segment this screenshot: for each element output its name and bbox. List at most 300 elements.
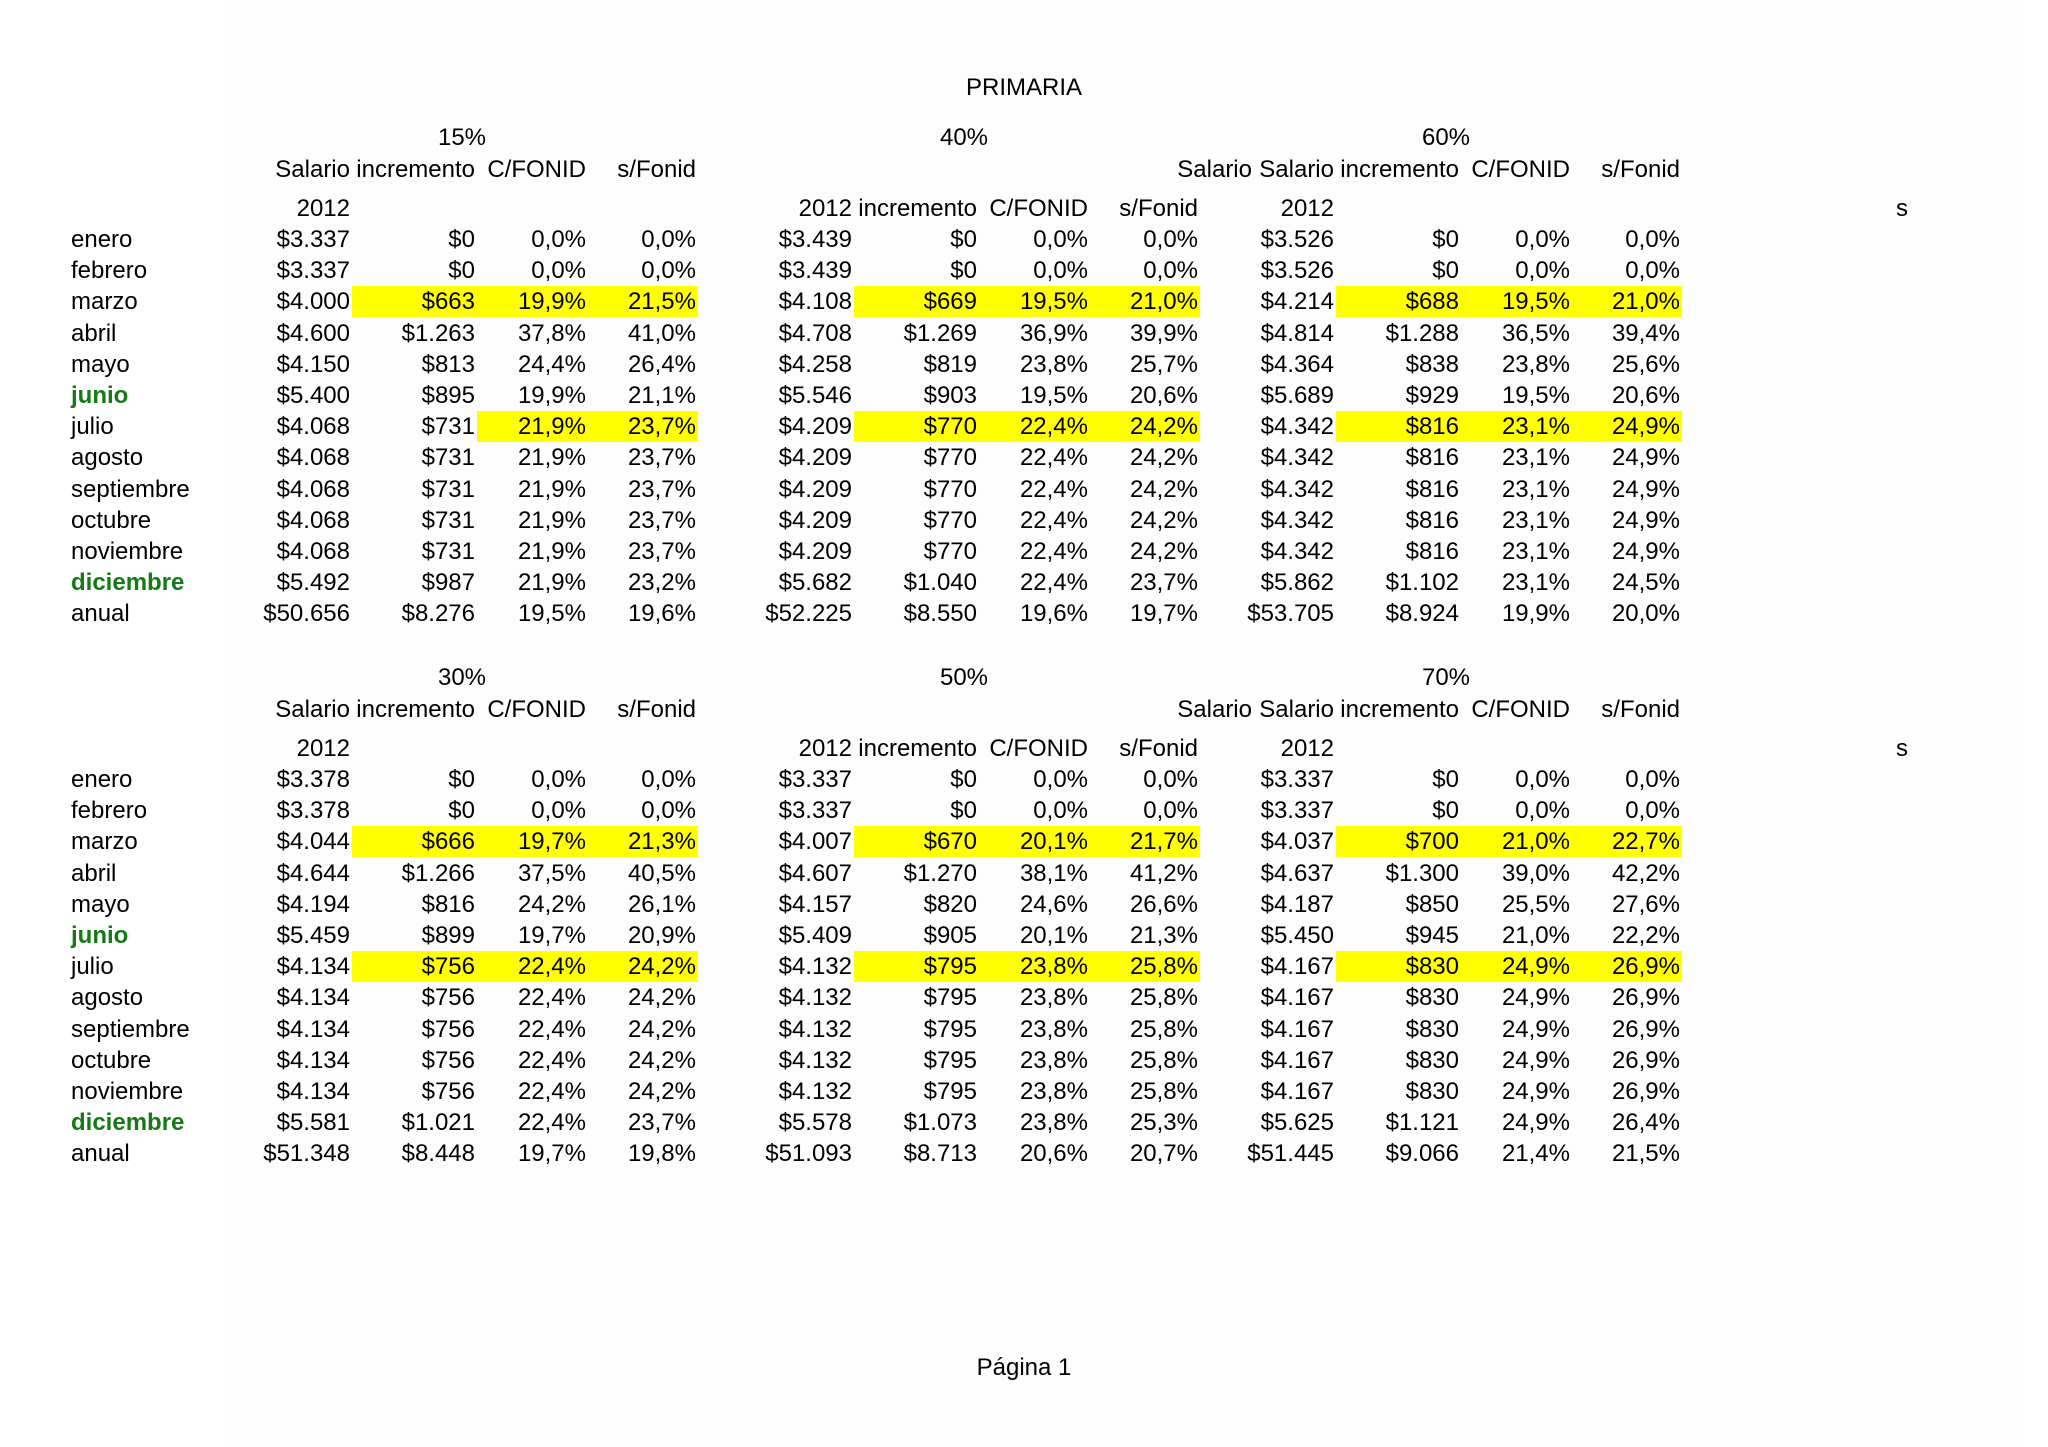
cell-sfonid: 26,9% <box>1572 951 1682 982</box>
cell-incremento: $731 <box>421 506 475 534</box>
cell-sfonid: 26,6% <box>1129 890 1198 918</box>
cell-salario: $5.546 <box>778 382 852 409</box>
header-sfonid: s/Fonid <box>1601 156 1680 183</box>
cell-cfonid: 36,5% <box>1501 319 1570 347</box>
cell-salario: $3.526 <box>1260 226 1334 253</box>
cell-cfonid: 36,9% <box>1019 319 1088 347</box>
month-label: noviembre <box>71 1078 184 1105</box>
cell-cfonid: 0,0% <box>1033 257 1088 285</box>
cell-salario: $5.409 <box>778 922 852 949</box>
cell-sfonid: 19,7% <box>1129 600 1198 628</box>
cell-salario: $4.342 <box>1260 475 1334 503</box>
cell-cfonid: 22,4% <box>477 951 588 982</box>
cell-incremento: $1.021 <box>401 1109 475 1137</box>
month-label: marzo <box>71 288 138 316</box>
cell-cfonid: 24,9% <box>1501 984 1570 1012</box>
cell-incremento: $756 <box>421 1046 475 1074</box>
month-label: enero <box>71 226 133 253</box>
cell-cfonid: 19,6% <box>1019 600 1088 628</box>
cell-cfonid: 21,0% <box>1461 826 1572 857</box>
cell-salario: $5.581 <box>276 1109 350 1137</box>
cell-sfonid: 20,6% <box>1129 382 1198 409</box>
header-incremento: incremento <box>1340 696 1459 723</box>
cell-salario: $4.209 <box>778 538 852 565</box>
header-sfonid: s/Fonid <box>617 696 696 723</box>
cell-sfonid: 25,6% <box>1611 350 1680 378</box>
cell-salario: $3.337 <box>778 766 852 793</box>
cell-sfonid: 26,4% <box>627 350 696 378</box>
cell-cfonid: 21,4% <box>1501 1140 1570 1168</box>
month-label: diciembre <box>71 569 185 597</box>
cell-cfonid: 22,4% <box>1019 506 1088 534</box>
cell-incremento: $0 <box>950 797 977 825</box>
cell-incremento: $770 <box>923 506 977 534</box>
cell-salario: $4.167 <box>1260 953 1334 981</box>
cell-cfonid: 21,9% <box>517 475 586 503</box>
cell-salario: $3.378 <box>276 766 350 793</box>
month-label: enero <box>71 766 133 793</box>
cell-sfonid: 24,9% <box>1572 411 1682 442</box>
month-label: noviembre <box>71 538 184 565</box>
cell-sfonid: 0,0% <box>1143 797 1198 825</box>
cell-salario: $4.167 <box>1260 984 1334 1012</box>
cell-cfonid: 21,9% <box>517 506 586 534</box>
cell-incremento: $1.288 <box>1385 319 1459 347</box>
cell-salario: $3.526 <box>1260 257 1334 285</box>
cell-sfonid: 39,4% <box>1611 319 1680 347</box>
cell-incremento: $9.066 <box>1385 1140 1459 1168</box>
cell-incremento: $820 <box>923 890 977 918</box>
cell-salario: $53.705 <box>1247 600 1334 628</box>
header-salario: Salario <box>275 696 350 723</box>
header-cfonid: C/FONID <box>989 735 1088 762</box>
cell-incremento: $0 <box>448 226 475 253</box>
cell-cfonid: 19,5% <box>1501 382 1570 409</box>
cell-sfonid: 20,7% <box>1129 1140 1198 1168</box>
cell-cfonid: 38,1% <box>1019 859 1088 887</box>
cell-salario: $4.134 <box>276 1015 350 1043</box>
cell-cfonid: 0,0% <box>1515 257 1570 285</box>
cell-salario: $4.167 <box>1260 1046 1334 1074</box>
month-label: febrero <box>71 257 148 285</box>
cell-cfonid: 21,9% <box>517 444 586 472</box>
cell-sfonid: 0,0% <box>641 797 696 825</box>
cell-cfonid: 24,9% <box>1501 1015 1570 1043</box>
cell-salario: $4.167 <box>1260 1078 1334 1105</box>
cell-sfonid: 23,7% <box>627 538 696 565</box>
cell-salario: $4.342 <box>1260 506 1334 534</box>
cell-salario: $5.459 <box>276 922 350 949</box>
cell-cfonid: 22,4% <box>517 984 586 1012</box>
header-cfonid: C/FONID <box>487 156 586 183</box>
cell-incremento: $816 <box>1405 506 1459 534</box>
header-salario: Salario <box>1177 696 1252 723</box>
cell-cfonid: 21,9% <box>477 411 588 442</box>
cell-incremento: $731 <box>421 475 475 503</box>
cell-sfonid: 24,2% <box>588 951 698 982</box>
month-label: septiembre <box>71 1015 190 1043</box>
cell-incremento: $816 <box>1405 475 1459 503</box>
month-label: febrero <box>71 797 148 825</box>
cell-salario: $4.068 <box>276 444 350 472</box>
cell-cfonid: 20,1% <box>979 826 1090 857</box>
month-label: octubre <box>71 506 152 534</box>
cell-sfonid: 24,9% <box>1611 538 1680 565</box>
cell-incremento: $0 <box>448 766 475 793</box>
cell-salario: $4.209 <box>778 475 852 503</box>
month-label: agosto <box>71 984 144 1012</box>
cell-sfonid: 25,8% <box>1129 984 1198 1012</box>
cell-incremento: $1.269 <box>903 319 977 347</box>
cell-cfonid: 19,7% <box>517 1140 586 1168</box>
month-label: anual <box>71 600 130 628</box>
header-incremento: incremento <box>858 735 977 762</box>
cell-cfonid: 0,0% <box>531 797 586 825</box>
cell-salario: $4.342 <box>1260 538 1334 565</box>
cell-incremento: $816 <box>421 890 475 918</box>
month-label: diciembre <box>71 1109 185 1137</box>
header-year: 2012 <box>1280 195 1334 222</box>
header-year: 2012 <box>296 195 350 222</box>
month-label: anual <box>71 1140 130 1168</box>
page-footer: Página 1 <box>976 1354 1072 1381</box>
cell-cfonid: 22,4% <box>979 411 1090 442</box>
month-label: julio <box>71 413 114 441</box>
cell-incremento: $830 <box>1405 1046 1459 1074</box>
cell-incremento: $830 <box>1405 1015 1459 1043</box>
cell-cfonid: 19,5% <box>979 286 1090 317</box>
cell-sfonid: 0,0% <box>641 226 696 253</box>
cell-cfonid: 19,5% <box>1019 382 1088 409</box>
month-label: agosto <box>71 444 144 472</box>
cell-salario: $4.134 <box>276 1078 350 1105</box>
cell-cfonid: 23,1% <box>1501 444 1570 472</box>
month-label: marzo <box>71 828 138 856</box>
cell-salario: $4.157 <box>778 890 852 918</box>
cell-cfonid: 21,9% <box>517 569 586 597</box>
cell-sfonid: 24,5% <box>1611 569 1680 597</box>
cell-sfonid: 22,2% <box>1611 922 1680 949</box>
cell-sfonid: 26,1% <box>627 890 696 918</box>
block-percentage: 70% <box>1421 664 1471 691</box>
cell-cfonid: 19,7% <box>477 826 588 857</box>
cell-sfonid: 0,0% <box>641 257 696 285</box>
month-label: octubre <box>71 1046 152 1074</box>
cell-salario: $52.225 <box>765 600 852 628</box>
cell-sfonid: 26,9% <box>1611 1046 1680 1074</box>
header-incremento: incremento <box>356 156 475 183</box>
cell-incremento: $895 <box>421 382 475 409</box>
cell-incremento: $795 <box>854 951 979 982</box>
cell-salario: $5.450 <box>1260 922 1334 949</box>
cell-incremento: $0 <box>1432 257 1459 285</box>
cell-sfonid: 20,6% <box>1611 382 1680 409</box>
header-sfonid: s/Fonid <box>1119 735 1198 762</box>
cell-sfonid: 23,7% <box>627 444 696 472</box>
header-incremento: incremento <box>858 195 977 222</box>
cell-sfonid: 23,7% <box>588 411 698 442</box>
cell-sfonid: 22,7% <box>1572 826 1682 857</box>
cell-sfonid: 40,5% <box>627 859 696 887</box>
header-cfonid: C/FONID <box>1471 696 1570 723</box>
cell-incremento: $756 <box>421 1078 475 1105</box>
cell-incremento: $850 <box>1405 890 1459 918</box>
block-percentage: 60% <box>1421 124 1471 151</box>
cell-salario: $4.637 <box>1260 859 1334 887</box>
cell-incremento: $756 <box>421 984 475 1012</box>
cell-sfonid: 0,0% <box>1143 766 1198 793</box>
cell-salario: $4.134 <box>276 984 350 1012</box>
cell-sfonid: 0,0% <box>1625 766 1680 793</box>
block-percentage: 40% <box>939 124 989 151</box>
cell-incremento: $669 <box>854 286 979 317</box>
cell-sfonid: 25,8% <box>1090 951 1200 982</box>
cell-salario: $4.150 <box>276 350 350 378</box>
cell-cfonid: 23,1% <box>1501 475 1570 503</box>
cell-incremento: $816 <box>1405 444 1459 472</box>
cell-cfonid: 0,0% <box>1033 797 1088 825</box>
cell-incremento: $731 <box>421 538 475 565</box>
cell-incremento: $899 <box>421 922 475 949</box>
cell-incremento: $8.276 <box>401 600 475 628</box>
cell-incremento: $795 <box>923 1078 977 1105</box>
cell-sfonid: 23,2% <box>627 569 696 597</box>
cell-cfonid: 23,1% <box>1501 506 1570 534</box>
cell-cfonid: 24,9% <box>1501 1078 1570 1105</box>
cell-incremento: $8.550 <box>903 600 977 628</box>
header-year: 2012 <box>296 735 350 762</box>
cell-cfonid: 19,9% <box>1501 600 1570 628</box>
cell-salario: $4.644 <box>276 859 350 887</box>
header-sfonid: s/Fonid <box>1119 195 1198 222</box>
cell-sfonid: 0,0% <box>1625 257 1680 285</box>
header-cfonid: C/FONID <box>487 696 586 723</box>
cell-salario: $51.445 <box>1247 1140 1334 1168</box>
cell-cfonid: 23,1% <box>1461 411 1572 442</box>
cell-sfonid: 26,9% <box>1611 984 1680 1012</box>
cell-salario: $5.689 <box>1260 382 1334 409</box>
cell-cfonid: 23,1% <box>1501 569 1570 597</box>
cell-incremento: $8.924 <box>1385 600 1459 628</box>
cell-salario: $5.400 <box>276 382 350 409</box>
cell-sfonid: 24,9% <box>1611 475 1680 503</box>
cell-cfonid: 24,2% <box>517 890 586 918</box>
cell-incremento: $903 <box>923 382 977 409</box>
cell-sfonid: 41,2% <box>1129 859 1198 887</box>
cell-sfonid: 39,9% <box>1129 319 1198 347</box>
cell-cfonid: 39,0% <box>1501 859 1570 887</box>
month-label: septiembre <box>71 475 190 503</box>
cell-sfonid: 21,1% <box>627 382 696 409</box>
cell-salario: $3.337 <box>778 797 852 825</box>
cell-cfonid: 21,0% <box>1501 922 1570 949</box>
cell-cfonid: 22,4% <box>517 1109 586 1137</box>
cell-cfonid: 0,0% <box>1515 766 1570 793</box>
cell-sfonid: 0,0% <box>1143 257 1198 285</box>
cell-cfonid: 23,8% <box>1019 984 1088 1012</box>
cell-incremento: $663 <box>352 286 477 317</box>
cell-incremento: $0 <box>950 766 977 793</box>
cell-incremento: $731 <box>421 413 475 441</box>
cell-cfonid: 24,4% <box>517 350 586 378</box>
cell-incremento: $795 <box>923 1046 977 1074</box>
cell-salario: $4.814 <box>1260 319 1334 347</box>
cell-salario: $3.439 <box>778 226 852 253</box>
cell-salario: $4.209 <box>778 413 852 441</box>
cell-cfonid: 25,5% <box>1501 890 1570 918</box>
cell-sfonid: 20,9% <box>627 922 696 949</box>
cell-salario: $4.037 <box>1260 828 1334 856</box>
cell-sfonid: 25,3% <box>1129 1109 1198 1137</box>
cell-incremento: $905 <box>923 922 977 949</box>
header-sfonid: s/Fonid <box>617 156 696 183</box>
cell-incremento: $816 <box>1336 411 1461 442</box>
cell-incremento: $1.121 <box>1385 1109 1459 1137</box>
cell-sfonid: 25,8% <box>1129 1046 1198 1074</box>
cell-cfonid: 22,4% <box>517 1078 586 1105</box>
cell-sfonid: 42,2% <box>1611 859 1680 887</box>
cell-salario: $4.068 <box>276 475 350 503</box>
cell-sfonid: 19,6% <box>627 600 696 628</box>
cell-cfonid: 0,0% <box>1033 766 1088 793</box>
cell-sfonid: 24,2% <box>1090 411 1200 442</box>
cell-salario: $4.007 <box>778 828 852 856</box>
cell-sfonid: 24,2% <box>1129 444 1198 472</box>
cell-sfonid: 21,0% <box>1090 286 1200 317</box>
cell-salario: $4.132 <box>778 1078 852 1105</box>
cell-incremento: $688 <box>1336 286 1461 317</box>
cell-incremento: $945 <box>1405 922 1459 949</box>
header-incremento: incremento <box>356 696 475 723</box>
cell-sfonid: 21,5% <box>1611 1140 1680 1168</box>
month-label: mayo <box>71 890 130 918</box>
cell-incremento: $0 <box>448 797 475 825</box>
cell-cfonid: 24,9% <box>1461 951 1572 982</box>
cell-cfonid: 19,5% <box>1461 286 1572 317</box>
cell-sfonid: 27,6% <box>1611 890 1680 918</box>
cell-incremento: $756 <box>352 951 477 982</box>
cell-salario: $4.068 <box>276 506 350 534</box>
cell-sfonid: 23,7% <box>627 475 696 503</box>
cell-incremento: $795 <box>923 984 977 1012</box>
cell-salario: $4.132 <box>778 1046 852 1074</box>
cell-sfonid: 24,2% <box>1129 506 1198 534</box>
cell-cfonid: 20,1% <box>1019 922 1088 949</box>
cell-sfonid: 21,3% <box>1129 922 1198 949</box>
cell-salario: $3.337 <box>276 226 350 253</box>
month-label: abril <box>71 859 117 887</box>
cell-salario: $5.625 <box>1260 1109 1334 1137</box>
cell-sfonid: 19,8% <box>627 1140 696 1168</box>
cell-salario: $5.492 <box>276 569 350 597</box>
cell-cfonid: 0,0% <box>1515 226 1570 253</box>
cell-sfonid: 26,9% <box>1611 1015 1680 1043</box>
cell-cfonid: 23,8% <box>1019 1109 1088 1137</box>
cell-salario: $4.134 <box>276 953 350 981</box>
cell-incremento: $1.270 <box>903 859 977 887</box>
cell-salario: $3.378 <box>276 797 350 825</box>
header-salario: Salario <box>1259 156 1334 183</box>
cell-salario: $4.134 <box>276 1046 350 1074</box>
cell-salario: $5.862 <box>1260 569 1334 597</box>
cell-incremento: $838 <box>1405 350 1459 378</box>
cell-incremento: $8.448 <box>401 1140 475 1168</box>
cell-cfonid: 19,9% <box>477 286 588 317</box>
month-label: junio <box>71 922 129 949</box>
cell-sfonid: 25,8% <box>1129 1015 1198 1043</box>
cell-cfonid: 24,9% <box>1501 1046 1570 1074</box>
cell-incremento: $1.263 <box>401 319 475 347</box>
cell-cfonid: 23,8% <box>979 951 1090 982</box>
cell-cfonid: 23,8% <box>1019 1078 1088 1105</box>
cell-salario: $3.337 <box>1260 766 1334 793</box>
cell-incremento: $1.073 <box>903 1109 977 1137</box>
cell-sfonid: 24,2% <box>627 984 696 1012</box>
cell-cfonid: 19,5% <box>517 600 586 628</box>
month-label: abril <box>71 319 117 347</box>
cell-cfonid: 0,0% <box>1033 226 1088 253</box>
page-title: PRIMARIA <box>965 74 1082 101</box>
cell-incremento: $670 <box>854 826 979 857</box>
cell-incremento: $770 <box>854 411 979 442</box>
cell-incremento: $795 <box>923 1015 977 1043</box>
cell-salario: $4.132 <box>778 1015 852 1043</box>
cell-incremento: $731 <box>421 444 475 472</box>
cell-cfonid: 20,6% <box>1019 1140 1088 1168</box>
cell-salario: $3.337 <box>1260 797 1334 825</box>
cell-sfonid: 41,0% <box>627 319 696 347</box>
cell-incremento: $813 <box>421 350 475 378</box>
cell-salario: $50.656 <box>263 600 350 628</box>
cell-sfonid: 26,9% <box>1611 1078 1680 1105</box>
cell-incremento: $0 <box>448 257 475 285</box>
header-salario: Salario <box>275 156 350 183</box>
cell-salario: $4.194 <box>276 890 350 918</box>
cell-sfonid: 24,2% <box>627 1046 696 1074</box>
cell-cfonid: 0,0% <box>531 226 586 253</box>
cell-salario: $4.044 <box>276 828 350 856</box>
header-year: 2012 <box>1280 735 1334 762</box>
cell-cfonid: 23,8% <box>1019 1015 1088 1043</box>
cell-cfonid: 22,4% <box>517 1046 586 1074</box>
cell-sfonid: 20,0% <box>1611 600 1680 628</box>
cell-salario: $4.600 <box>276 319 350 347</box>
cell-salario: $3.439 <box>778 257 852 285</box>
cell-cfonid: 37,5% <box>517 859 586 887</box>
cell-sfonid: 21,7% <box>1090 826 1200 857</box>
cell-salario: $4.342 <box>1260 413 1334 441</box>
cell-incremento: $0 <box>1432 797 1459 825</box>
cell-salario: $4.342 <box>1260 444 1334 472</box>
cell-cfonid: 22,4% <box>1019 538 1088 565</box>
cell-cfonid: 21,9% <box>517 538 586 565</box>
header-salario: Salario <box>1177 156 1252 183</box>
cell-incremento: $770 <box>923 538 977 565</box>
cell-sfonid: 23,7% <box>1129 569 1198 597</box>
cell-incremento: $0 <box>950 257 977 285</box>
cell-sfonid: 0,0% <box>1625 797 1680 825</box>
cell-incremento: $830 <box>1405 1078 1459 1105</box>
cell-sfonid: 24,9% <box>1611 444 1680 472</box>
header-year: 2012 <box>798 735 852 762</box>
cell-cfonid: 19,7% <box>517 922 586 949</box>
cell-incremento: $987 <box>421 569 475 597</box>
cell-incremento: $830 <box>1336 951 1461 982</box>
cell-sfonid: 24,2% <box>1129 475 1198 503</box>
block-percentage: 15% <box>437 124 487 151</box>
header-incremento: incremento <box>1340 156 1459 183</box>
cell-salario: $51.093 <box>765 1140 852 1168</box>
